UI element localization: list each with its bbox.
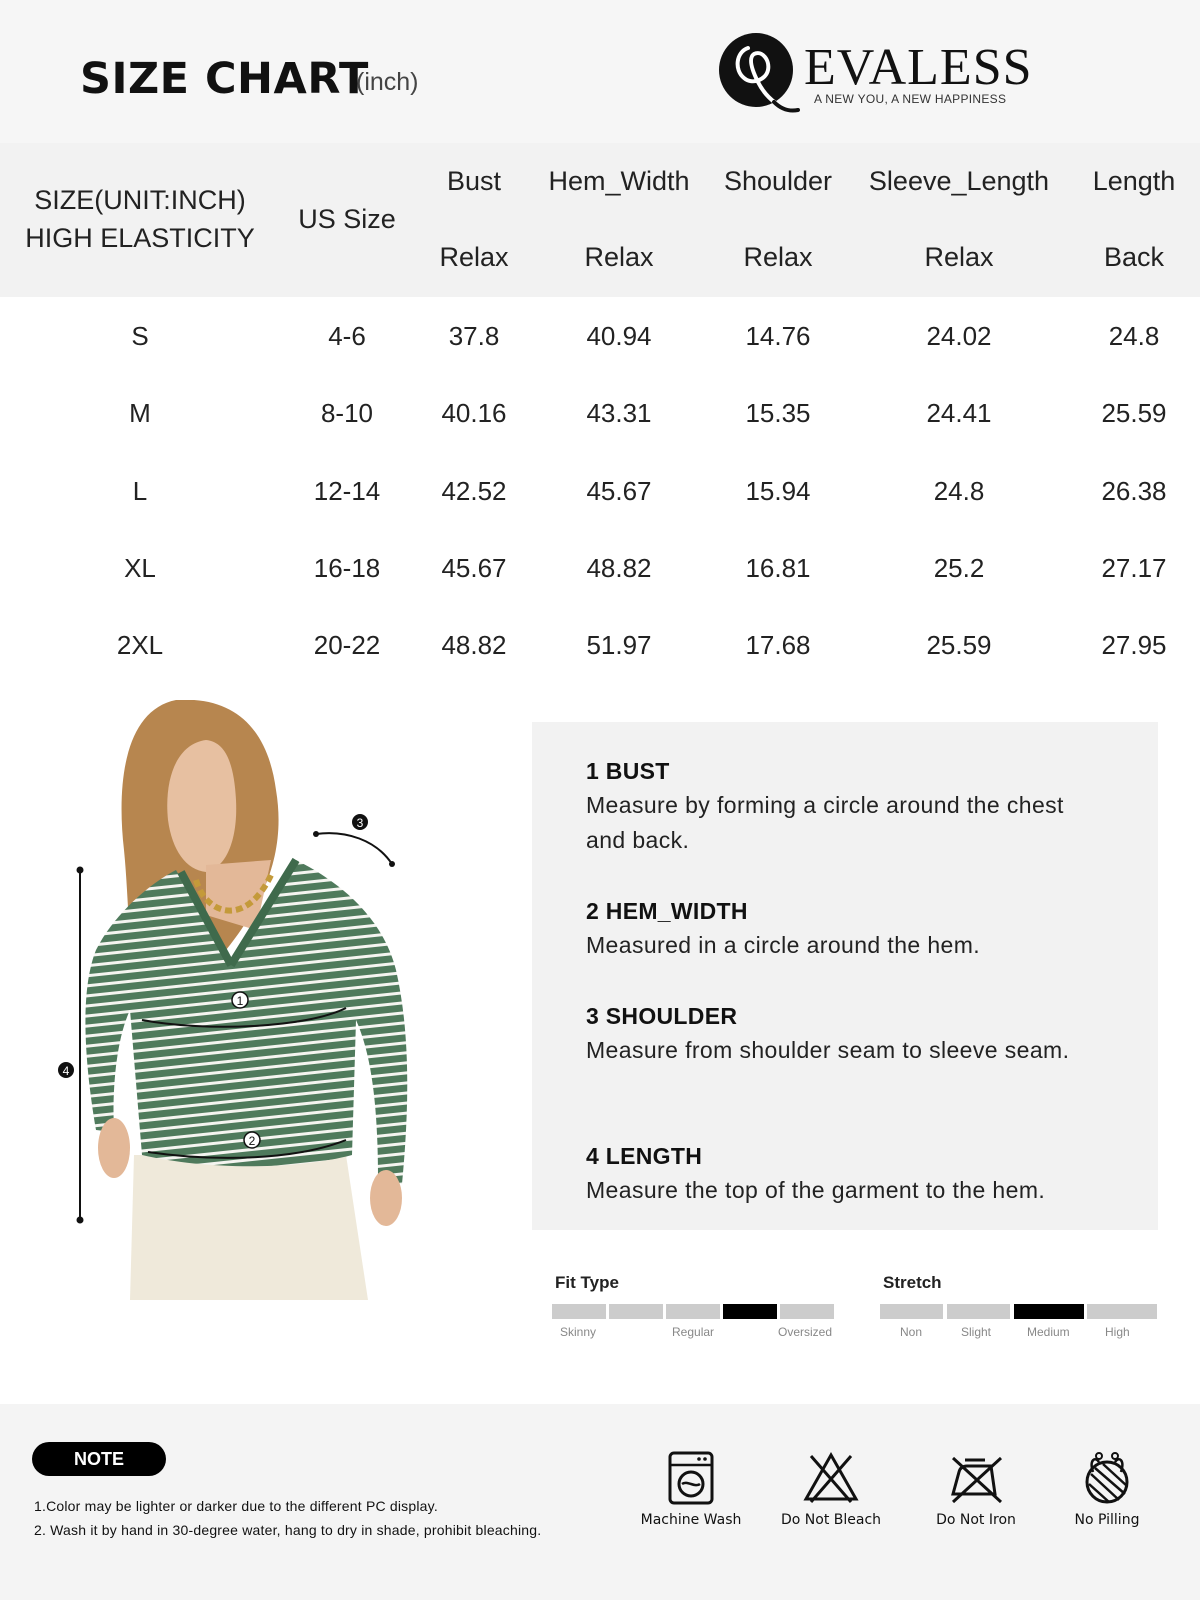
guide-heading-length: 4 LENGTH xyxy=(586,1143,703,1169)
fit-label-oversized: Oversized xyxy=(778,1325,833,1339)
fit-label-skinny: Skinny xyxy=(560,1325,597,1339)
fit-segment-5 xyxy=(780,1304,834,1319)
model-illustration xyxy=(56,700,466,1330)
cell-hem-width: 43.31 xyxy=(586,398,652,428)
cell-shoulder: 16.81 xyxy=(745,553,811,583)
cell-bust: 37.8 xyxy=(448,321,500,351)
guide-text-hem-width: Measured in a circle around the hem. xyxy=(586,932,981,958)
stretch-label-high: High xyxy=(1105,1325,1130,1339)
guide-text-bust: Measure by forming a circle around the chest and back. xyxy=(586,792,1064,853)
care-label: Machine Wash xyxy=(640,1512,742,1528)
cell-sleeve-length: 24.8 xyxy=(933,476,985,506)
us-size-header: US Size xyxy=(298,204,396,234)
care-do-not-bleach xyxy=(771,1450,891,1528)
jeans xyxy=(130,1155,368,1300)
fit-label-regular: Regular xyxy=(672,1325,715,1339)
col-header-hem-width: Hem_Width xyxy=(548,166,690,196)
cell-size: XL xyxy=(124,553,156,583)
marker-3: 3 xyxy=(356,816,364,830)
cell-bust: 48.82 xyxy=(441,630,507,660)
cell-length: 27.95 xyxy=(1101,630,1167,660)
cell-length: 26.38 xyxy=(1101,476,1167,506)
stretch-label-medium: Medium xyxy=(1027,1325,1070,1339)
cell-length: 24.8 xyxy=(1108,321,1160,351)
note-badge: NOTE xyxy=(32,1442,166,1476)
measurement-guide xyxy=(532,722,1158,1230)
cell-hem-width: 45.67 xyxy=(586,476,652,506)
stretch-segment-1 xyxy=(880,1304,943,1319)
marker-1: 1 xyxy=(236,994,244,1008)
note-line-1: 1.Color may be lighter or darker due to the different PC display. xyxy=(34,1498,438,1514)
cell-sleeve-length: 25.59 xyxy=(926,630,992,660)
cell-us-size: 4-6 xyxy=(328,321,366,351)
cell-bust: 40.16 xyxy=(441,398,507,428)
cell-size: 2XL xyxy=(116,630,164,660)
cell-sleeve-length: 24.41 xyxy=(926,398,992,428)
cell-us-size: 12-14 xyxy=(313,476,381,506)
stretch-segment-2 xyxy=(947,1304,1010,1319)
cell-hem-width: 48.82 xyxy=(586,553,652,583)
guide-heading-shoulder: 3 SHOULDER xyxy=(586,1003,738,1029)
do-not-bleach-icon xyxy=(801,1450,861,1506)
stretch-segment-4 xyxy=(1087,1304,1157,1319)
col-sub-shoulder: Relax xyxy=(743,242,813,272)
care-machine-wash xyxy=(631,1450,751,1528)
fit-segment-3 xyxy=(666,1304,720,1319)
size-table-header xyxy=(0,143,1200,297)
stretch-segment-3-selected xyxy=(1014,1304,1084,1319)
cell-bust: 42.52 xyxy=(441,476,507,506)
corner-line-2: HIGH ELASTICITY xyxy=(25,223,255,253)
care-label: Do Not Iron xyxy=(936,1512,1016,1528)
fit-type-title: Fit Type xyxy=(555,1273,619,1292)
machine-wash-icon xyxy=(667,1450,715,1506)
guide-heading-bust: 1 BUST xyxy=(586,758,670,784)
cell-sleeve-length: 24.02 xyxy=(926,321,992,351)
header xyxy=(0,0,1200,143)
col-header-sleeve-length: Sleeve_Length xyxy=(868,166,1050,196)
cell-us-size: 8-10 xyxy=(320,398,374,428)
corner-line-1: SIZE(UNIT:INCH) xyxy=(34,185,246,215)
cell-size: L xyxy=(132,476,148,506)
cell-hem-width: 51.97 xyxy=(586,630,652,660)
note-line-2: 2. Wash it by hand in 30-degree water, hang to dry in shade, prohibit bleaching. xyxy=(34,1522,542,1538)
no-pilling-icon xyxy=(1079,1450,1135,1506)
cell-shoulder: 14.76 xyxy=(745,321,811,351)
col-sub-sleeve-length: Relax xyxy=(924,242,994,272)
fit-segment-1 xyxy=(552,1304,606,1319)
brand-logo-icon xyxy=(718,30,800,116)
col-header-bust: Bust xyxy=(446,166,502,196)
care-no-pilling xyxy=(1047,1450,1167,1528)
col-sub-bust: Relax xyxy=(439,242,509,272)
cell-us-size: 20-22 xyxy=(313,630,381,660)
care-label: Do Not Bleach xyxy=(780,1512,882,1528)
marker-4: 4 xyxy=(62,1064,70,1078)
care-do-not-iron xyxy=(916,1450,1036,1528)
cell-hem-width: 40.94 xyxy=(586,321,652,351)
stretch-title: Stretch xyxy=(883,1273,942,1292)
cell-shoulder: 15.94 xyxy=(745,476,811,506)
cell-length: 27.17 xyxy=(1101,553,1167,583)
footer xyxy=(0,1404,1200,1600)
care-label: No Pilling xyxy=(1074,1512,1140,1528)
do-not-iron-icon xyxy=(945,1450,1007,1506)
cell-shoulder: 17.68 xyxy=(745,630,811,660)
title-unit: (inch) xyxy=(356,68,419,96)
marker-2: 2 xyxy=(248,1134,256,1148)
cell-bust: 45.67 xyxy=(441,553,507,583)
guide-text-shoulder: Measure from shoulder seam to sleeve seam. xyxy=(586,1037,1070,1063)
stretch-label-non: Non xyxy=(900,1325,923,1339)
stretch-label-slight: Slight xyxy=(961,1325,992,1339)
brand-name: EVALESS xyxy=(804,39,1033,96)
brand-tagline: A NEW YOU, A NEW HAPPINESS xyxy=(814,92,1007,106)
cell-shoulder: 15.35 xyxy=(745,398,811,428)
col-sub-length: Back xyxy=(1103,242,1165,272)
page-title: SIZE CHART xyxy=(80,54,369,104)
col-header-length: Length xyxy=(1092,166,1176,196)
cell-size: S xyxy=(131,321,149,351)
cell-sleeve-length: 25.2 xyxy=(933,553,985,583)
col-header-shoulder: Shoulder xyxy=(723,166,833,196)
col-sub-hem-width: Relax xyxy=(584,242,654,272)
fit-segment-4-selected xyxy=(723,1304,777,1319)
fit-segment-2 xyxy=(609,1304,663,1319)
cell-size: M xyxy=(129,398,151,428)
cell-us-size: 16-18 xyxy=(313,553,381,583)
cell-length: 25.59 xyxy=(1101,398,1167,428)
guide-text-length: Measure the top of the garment to the hem. xyxy=(586,1177,1046,1203)
guide-heading-hem-width: 2 HEM_WIDTH xyxy=(586,898,748,924)
